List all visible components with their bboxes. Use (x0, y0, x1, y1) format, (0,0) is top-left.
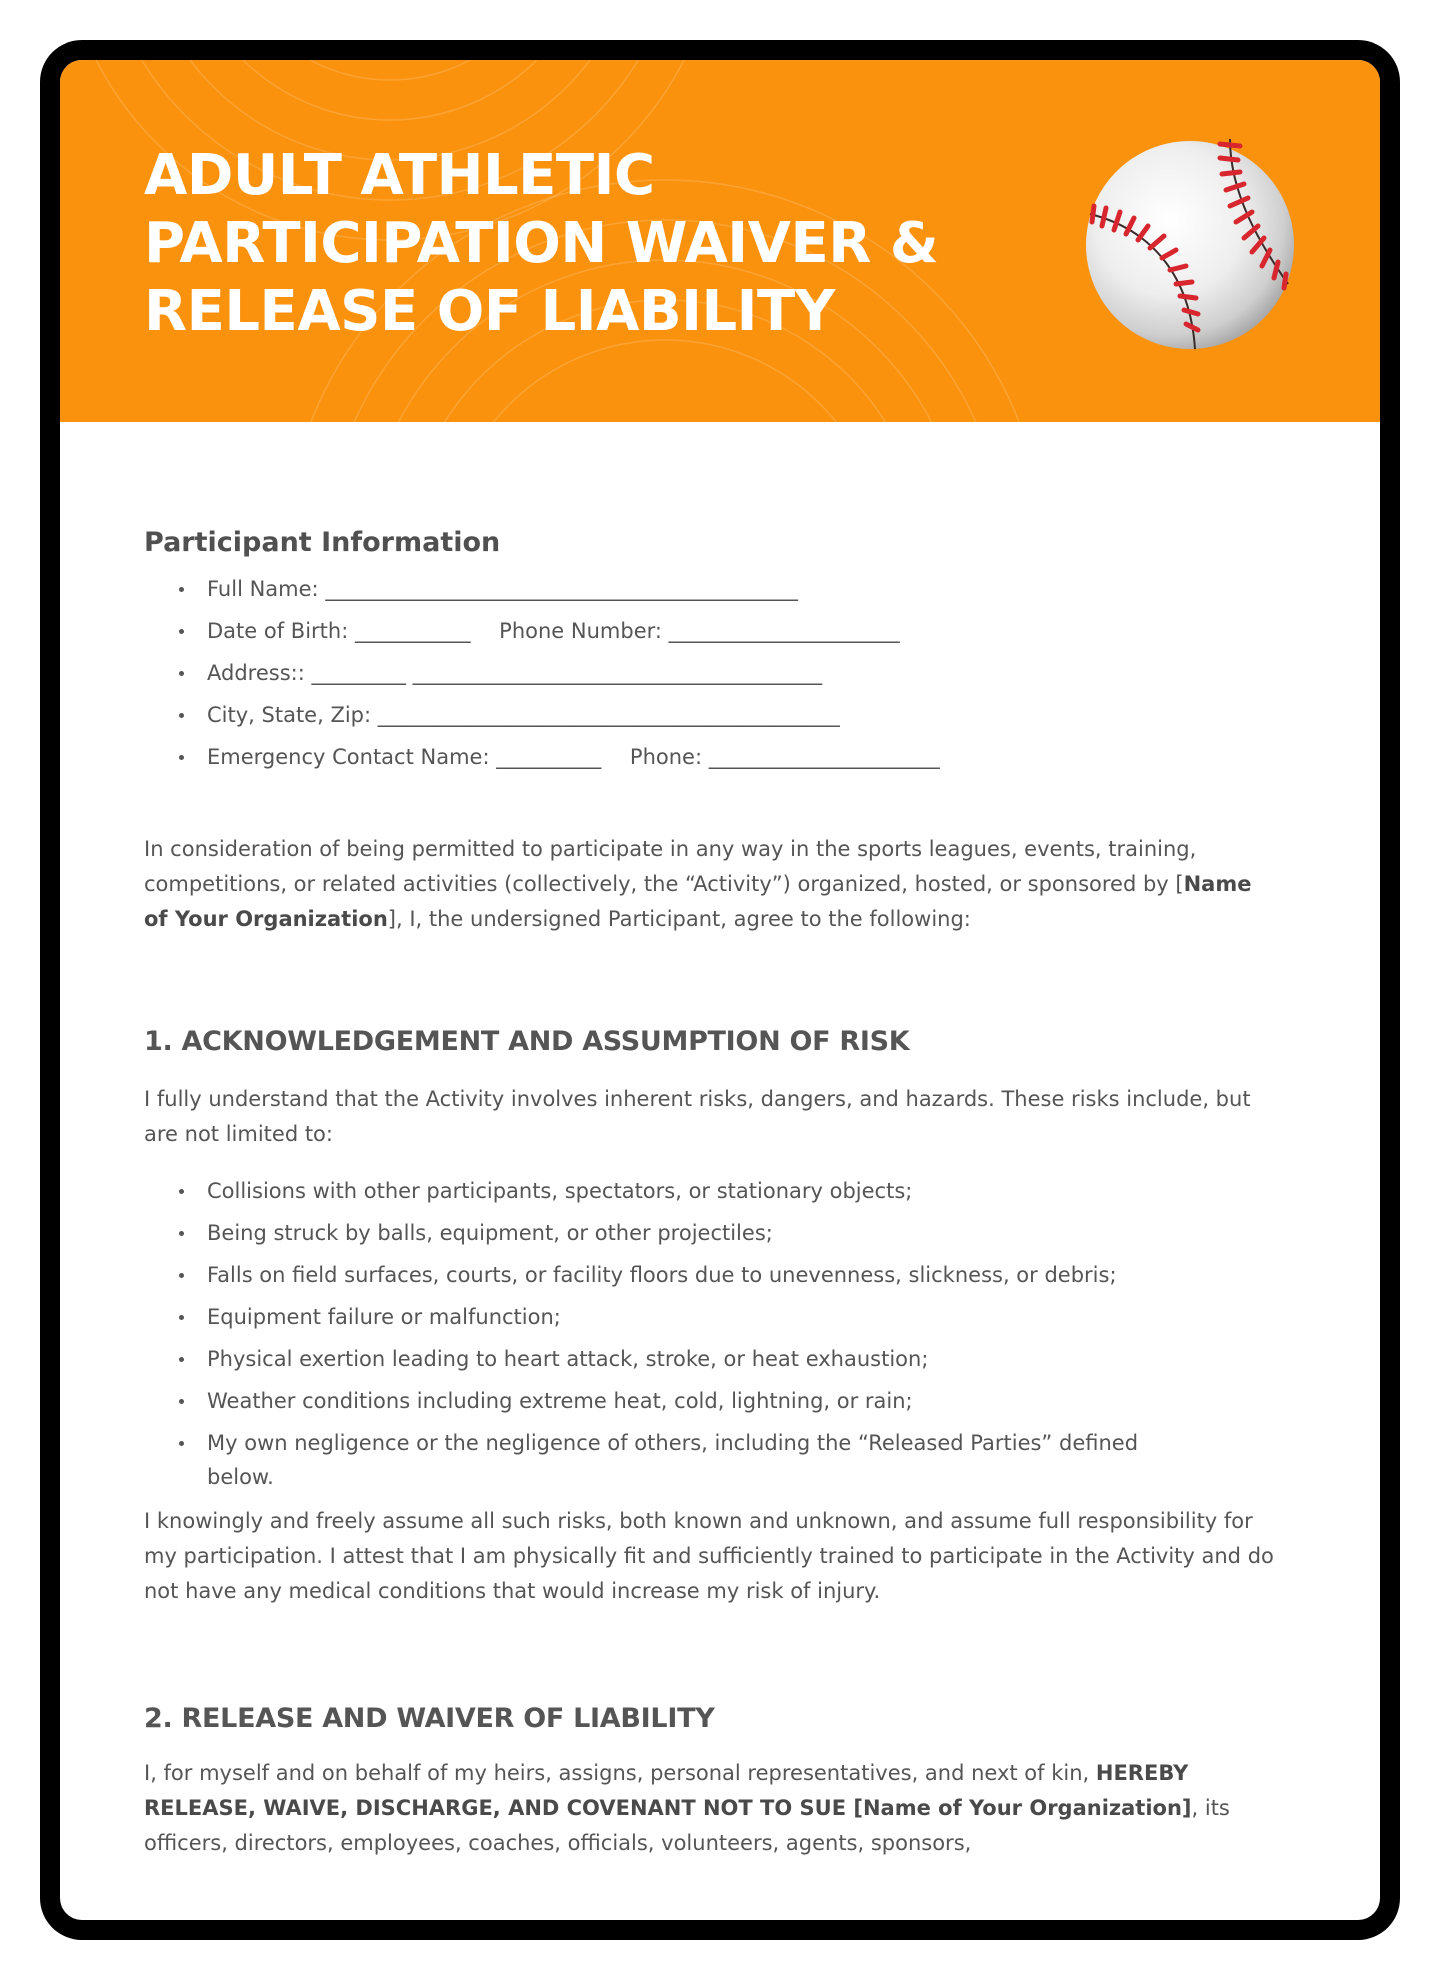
field-date-of-birth (144, 614, 1304, 648)
full-name-blank[interactable]: _____________________________________________ (325, 577, 798, 601)
title-line-1: ADULT ATHLETIC (144, 143, 655, 208)
list-item: My own negligence or the negligence of others, including the “Released Parties” defined below. (144, 1426, 1207, 1494)
section-2-paragraph (144, 1756, 1274, 1861)
intro-text: In consideration of being permitted to participate in any way in the sports leagues, events, training, competitions, or related activities (collectively, the “Activity”) organized, hosted, or sponsored by [ (144, 837, 1197, 896)
field-label: Phone: (629, 745, 703, 769)
list-item: Equipment failure or malfunction; (144, 1300, 1304, 1334)
section-1-closing: I knowingly and freely assume all such risks, both known and unknown, and assume full responsibility for my participation. I attest that I am physically fit and sufficiently trained to participate in the Activity and do not have any medical conditions that would increase my risk of injury. (144, 1509, 1274, 1603)
title-line-2: PARTICIPATION WAIVER & (144, 211, 939, 276)
list-item: Physical exertion leading to heart attack, stroke, or heat exhaustion; (144, 1342, 1304, 1376)
intro-text: ], I, the undersigned Participant, agree to the following: (387, 907, 971, 931)
emergency-contact-name-blank[interactable]: __________ (496, 745, 602, 769)
address-blank[interactable]: _________ _______________________________________ (311, 661, 823, 685)
section-1-heading: 1. ACKNOWLEDGEMENT AND ASSUMPTION OF RISK (144, 1026, 910, 1057)
field-label: Emergency Contact Name: (207, 745, 490, 769)
field-city-state-zip (144, 698, 1304, 732)
section-2-heading: 2. RELEASE AND WAIVER OF LIABILITY (144, 1703, 715, 1734)
date-of-birth-blank[interactable]: ___________ (354, 619, 471, 643)
field-full-name (144, 572, 1304, 606)
field-emergency-contact (144, 740, 1304, 774)
field-label: Full Name: (207, 577, 319, 601)
field-label: City, State, Zip: (207, 703, 372, 727)
section-1-intro: I fully understand that the Activity involves inherent risks, dangers, and hazards. These risks include, but are not limited to: (144, 1087, 1251, 1146)
participant-info-heading: Participant Information (144, 527, 501, 558)
document-title (144, 142, 938, 346)
release-bold-clause: HEREBY RELEASE, WAIVE, DISCHARGE, AND COVENANT NOT TO SUE [Name of Your Organization] (144, 1761, 1192, 1820)
waiver-page (60, 60, 1380, 1920)
baseball-icon (1080, 134, 1300, 354)
city-state-zip-blank[interactable]: ____________________________________________ (377, 703, 840, 727)
list-item: Weather conditions including extreme heat, cold, lightning, or rain; (144, 1384, 1304, 1418)
list-item: Being struck by balls, equipment, or other projectiles; (144, 1216, 1304, 1250)
field-address (144, 656, 1304, 690)
organization-placeholder: Name of Your Organization (144, 872, 1252, 931)
field-label: Phone Number: (499, 619, 662, 643)
field-label: Date of Birth: (207, 619, 349, 643)
intro-paragraph (144, 832, 1274, 937)
participant-fields-list (144, 572, 1304, 782)
field-label: Address:: (207, 661, 305, 685)
release-text: I, for myself and on behalf of my heirs, assigns, personal representatives, and next of kin, (144, 1761, 1096, 1785)
title-line-3: RELEASE OF LIABILITY (144, 279, 835, 344)
risk-list (144, 1174, 1304, 1502)
header-banner (60, 60, 1380, 422)
list-item: Falls on field surfaces, courts, or facility floors due to unevenness, slickness, or debris; (144, 1258, 1304, 1292)
release-text: , its officers, directors, employees, coaches, officials, volunteers, agents, sponsors, (144, 1796, 1230, 1855)
emergency-phone-blank[interactable]: ______________________ (708, 745, 940, 769)
phone-number-blank[interactable]: ______________________ (668, 619, 900, 643)
list-item: Collisions with other participants, spectators, or stationary objects; (144, 1174, 1304, 1208)
